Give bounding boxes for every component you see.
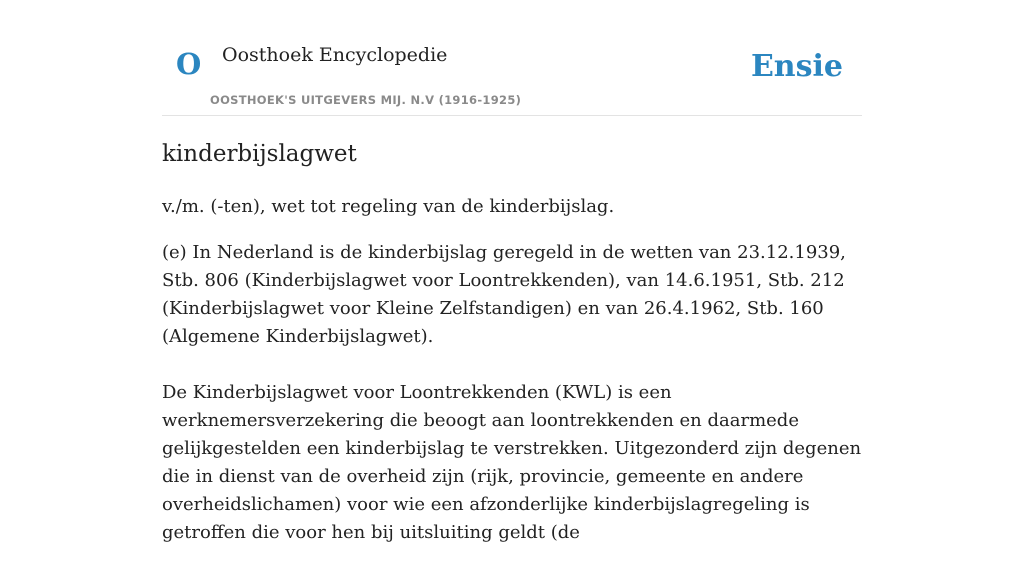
body-paragraph: (e) In Nederland is de kinderbijslag geregeld in de wetten van 23.12.1939, Stb. 806 (Kinderbijslagwet voor Loontrekkenden), van 14.6.1951, Stb. 212 (Kinderbijslagwet voor Kleine Zelfstandigen) en van 26.4.1962, Stb. 160 (Algemene Kinderbijslagwet). <box>162 242 846 347</box>
site-subtitle: OOSTHOEK'S UITGEVERS MIJ. N.V (1916-1925) <box>210 93 522 107</box>
entry-title: kinderbijslagwet <box>162 141 357 167</box>
header <box>162 0 862 116</box>
site-title-link[interactable]: Oosthoek Encyclopedie <box>222 44 448 66</box>
entry-body <box>162 239 862 575</box>
logo-icon[interactable]: O <box>176 47 202 81</box>
entry-definition: v./m. (-ten), wet tot regeling van de kinderbijslag. <box>162 196 615 217</box>
brand-logo[interactable]: Ensie <box>750 49 843 84</box>
body-paragraph: De Kinderbijslagwet voor Loontrekkenden (KWL) is een werknemersverzekering die beoogt aan loontrekkenden en daarmede gelijkgestelden een kinderbijslag te verstrekken. Uitgezonderd zijn degenen die in dienst van de overheid zijn (rijk, provincie, gemeente en andere overheidslichamen) voor wie een afzonderlijke kinderbijslagregeling is getroffen die voor hen bij uitsluiting geldt (de <box>162 382 862 543</box>
page <box>162 0 862 543</box>
